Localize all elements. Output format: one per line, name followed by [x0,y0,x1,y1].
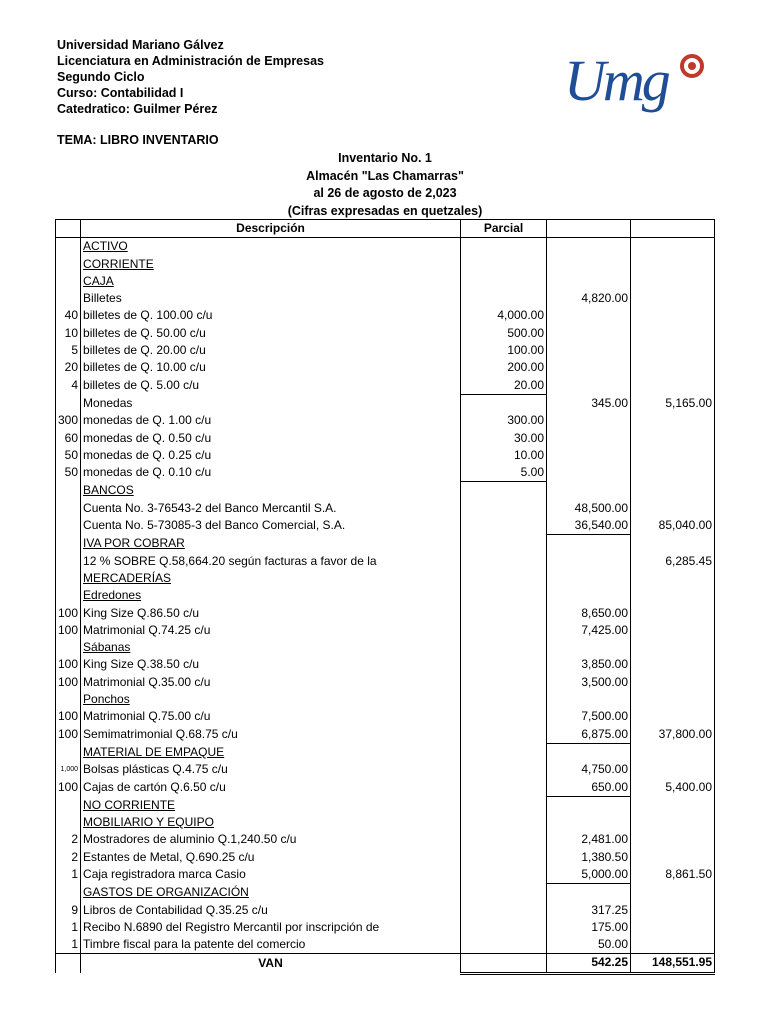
row-subtotal: 4,820.00 [547,290,631,307]
row-parcial [461,482,547,500]
column-subtotal-header [547,220,631,238]
row-description: Sábanas [81,639,461,656]
row-parcial [461,570,547,587]
row-total: 5,165.00 [631,394,715,412]
row-subtotal [547,447,631,464]
row-parcial [461,238,547,256]
row-subtotal [547,482,631,500]
row-total [631,849,715,866]
row-total [631,831,715,848]
row-description: Cuenta No. 3-76543-2 del Banco Mercantil S.A. [81,500,461,517]
row-total [631,587,715,604]
row-description: Mostradores de aluminio Q.1,240.50 c/u [81,831,461,848]
row-quantity: 100 [56,622,81,639]
row-description: Ponchos [81,691,461,708]
table-row [56,535,715,553]
row-subtotal: 317.25 [547,902,631,919]
row-subtotal: 3,850.00 [547,656,631,673]
row-parcial [461,936,547,954]
row-subtotal [547,359,631,376]
row-description: IVA POR COBRAR [81,535,461,553]
row-quantity: 20 [56,359,81,376]
van-parcial [461,954,547,973]
row-parcial: 30.00 [461,430,547,447]
row-description: Bolsas plásticas Q.4.75 c/u [81,761,461,778]
row-parcial: 300.00 [461,412,547,429]
row-total [631,761,715,778]
row-parcial [461,674,547,691]
row-parcial: 200.00 [461,359,547,376]
table-row [56,570,715,587]
row-quantity [56,500,81,517]
row-quantity: 1 [56,866,81,884]
row-description: Semimatrimonial Q.68.75 c/u [81,726,461,744]
row-description: Cajas de cartón Q.6.50 c/u [81,779,461,797]
column-parcial-header: Parcial [461,220,547,238]
row-quantity [56,570,81,587]
row-parcial: 4,000.00 [461,307,547,324]
row-subtotal [547,377,631,395]
row-subtotal [547,430,631,447]
row-quantity [56,273,81,290]
row-parcial [461,849,547,866]
inventory-table-body [56,238,715,973]
table-row [56,273,715,290]
table-row [56,919,715,936]
row-quantity: 50 [56,447,81,464]
van-label: VAN [81,954,461,973]
row-total: 5,400.00 [631,779,715,797]
column-quantity-header [56,220,81,238]
header-university: Universidad Mariano Gálvez [57,38,224,52]
row-quantity: 1 [56,936,81,954]
row-quantity: 100 [56,656,81,673]
table-row [56,482,715,500]
row-description: Matrimonial Q.75.00 c/u [81,708,461,725]
row-quantity: 100 [56,779,81,797]
row-total [631,622,715,639]
row-quantity [56,256,81,273]
table-row [56,936,715,954]
row-quantity: 100 [56,708,81,725]
row-subtotal: 345.00 [547,394,631,412]
row-parcial [461,656,547,673]
row-parcial [461,902,547,919]
row-parcial [461,831,547,848]
row-total [631,342,715,359]
column-total-header [631,220,715,238]
row-total [631,796,715,814]
row-quantity [56,743,81,761]
inventory-titles [200,150,570,220]
row-description: NO CORRIENTE [81,796,461,814]
row-description: monedas de Q. 0.25 c/u [81,447,461,464]
row-quantity [56,482,81,500]
row-description: King Size Q.38.50 c/u [81,656,461,673]
row-total [631,307,715,324]
row-description: billetes de Q. 10.00 c/u [81,359,461,376]
table-row [56,394,715,412]
row-total [631,639,715,656]
topic-title: TEMA: LIBRO INVENTARIO [57,133,219,147]
row-total [631,919,715,936]
row-total [631,500,715,517]
row-total [631,743,715,761]
table-row [56,726,715,744]
row-quantity: 4 [56,377,81,395]
row-total: 37,800.00 [631,726,715,744]
row-subtotal [547,342,631,359]
row-description: Caja registradora marca Casio [81,866,461,884]
row-quantity: 60 [56,430,81,447]
row-subtotal [547,814,631,831]
row-subtotal [547,238,631,256]
table-row [56,761,715,778]
row-total: 8,861.50 [631,866,715,884]
header-program: Licenciatura en Administración de Empresas [57,54,324,68]
row-description: billetes de Q. 50.00 c/u [81,325,461,342]
row-quantity: 2 [56,849,81,866]
table-row [56,849,715,866]
row-description: MOBILIARIO Y EQUIPO [81,814,461,831]
row-quantity [56,691,81,708]
table-row [56,866,715,884]
row-description: Matrimonial Q.74.25 c/u [81,622,461,639]
row-parcial: 5.00 [461,464,547,482]
row-quantity [56,290,81,307]
inventory-number: Inventario No. 1 [338,151,432,165]
row-quantity: 100 [56,726,81,744]
umg-logo [560,42,710,114]
van-total-row [56,954,715,973]
row-description: CORRIENTE [81,256,461,273]
row-parcial [461,535,547,553]
row-parcial [461,884,547,902]
row-description: Libros de Contabilidad Q.35.25 c/u [81,902,461,919]
row-subtotal [547,743,631,761]
row-total [631,464,715,482]
row-subtotal: 2,481.00 [547,831,631,848]
row-subtotal: 48,500.00 [547,500,631,517]
row-quantity: 5 [56,342,81,359]
row-total [631,256,715,273]
table-row [56,377,715,395]
row-subtotal: 50.00 [547,936,631,954]
row-subtotal [547,587,631,604]
row-quantity: 2 [56,831,81,848]
row-quantity: 1 [56,919,81,936]
row-subtotal [547,412,631,429]
row-description: Cuenta No. 5-73085-3 del Banco Comercial, S.A. [81,517,461,535]
row-subtotal: 7,425.00 [547,622,631,639]
row-parcial [461,761,547,778]
row-description: BANCOS [81,482,461,500]
table-row [56,430,715,447]
row-description: ACTIVO [81,238,461,256]
row-parcial [461,726,547,744]
table-row [56,708,715,725]
row-subtotal: 3,500.00 [547,674,631,691]
row-subtotal [547,796,631,814]
row-parcial [461,587,547,604]
row-parcial [461,866,547,884]
row-description: CAJA [81,273,461,290]
table-row [56,307,715,324]
row-description: Billetes [81,290,461,307]
table-row [56,464,715,482]
row-total [631,884,715,902]
row-subtotal [547,273,631,290]
row-total [631,902,715,919]
row-description: billetes de Q. 100.00 c/u [81,307,461,324]
row-subtotal [547,535,631,553]
row-subtotal: 8,650.00 [547,605,631,622]
table-row [56,359,715,376]
row-total [631,359,715,376]
row-parcial [461,691,547,708]
table-row [56,517,715,535]
row-description: monedas de Q. 0.10 c/u [81,464,461,482]
row-total [631,290,715,307]
row-total: 85,040.00 [631,517,715,535]
header-professor: Catedratico: Guilmer Pérez [57,102,218,116]
row-description: Monedas [81,394,461,412]
row-description: Recibo N.6890 del Registro Mercantil por inscripción de [81,919,461,936]
row-subtotal: 175.00 [547,919,631,936]
currency-note: (Cifras expresadas en quetzales) [287,203,483,218]
row-quantity: 100 [56,605,81,622]
row-total [631,656,715,673]
table-row [56,902,715,919]
row-quantity [56,796,81,814]
row-subtotal: 36,540.00 [547,517,631,535]
row-description: Timbre fiscal para la patente del comercio [81,936,461,954]
row-subtotal [547,325,631,342]
row-total [631,535,715,553]
row-parcial: 500.00 [461,325,547,342]
row-parcial [461,919,547,936]
table-row [56,500,715,517]
row-total [631,412,715,429]
row-parcial [461,622,547,639]
row-total [631,430,715,447]
row-quantity: 50 [56,464,81,482]
row-parcial [461,708,547,725]
table-row [56,691,715,708]
row-total [631,325,715,342]
row-quantity [56,238,81,256]
row-parcial [461,743,547,761]
row-parcial [461,394,547,412]
row-total: 6,285.45 [631,553,715,570]
table-row [56,290,715,307]
table-row [56,605,715,622]
row-description: Estantes de Metal, Q.690.25 c/u [81,849,461,866]
row-description: monedas de Q. 1.00 c/u [81,412,461,429]
row-subtotal [547,464,631,482]
table-row [56,587,715,604]
van-subtotal: 542.25 [547,954,631,973]
row-parcial [461,639,547,656]
row-description: 12 % SOBRE Q.58,664.20 según facturas a favor de la [81,553,461,570]
table-row [56,639,715,656]
row-subtotal [547,256,631,273]
row-quantity: 1,000 [56,761,81,778]
table-row [56,622,715,639]
table-row [56,779,715,797]
inventory-table [55,219,715,975]
row-quantity: 300 [56,412,81,429]
row-quantity [56,394,81,412]
table-row [56,447,715,464]
row-quantity [56,517,81,535]
row-total [631,482,715,500]
row-total [631,674,715,691]
table-row [56,256,715,273]
row-parcial [461,273,547,290]
table-row [56,656,715,673]
table-row [56,342,715,359]
row-description: MERCADERÍAS [81,570,461,587]
row-total [631,708,715,725]
row-parcial [461,500,547,517]
row-subtotal [547,570,631,587]
row-parcial: 10.00 [461,447,547,464]
header-course: Curso: Contabilidad I [57,86,184,100]
row-subtotal: 5,000.00 [547,866,631,884]
row-total [631,691,715,708]
row-subtotal: 4,750.00 [547,761,631,778]
row-total [631,238,715,256]
row-description: monedas de Q. 0.50 c/u [81,430,461,447]
row-parcial [461,814,547,831]
header-cycle: Segundo Ciclo [57,70,145,84]
row-subtotal [547,639,631,656]
inventory-date: al 26 de agosto de 2,023 [313,186,457,200]
table-row [56,325,715,342]
row-description: billetes de Q. 20.00 c/u [81,342,461,359]
row-quantity: 10 [56,325,81,342]
table-row [56,674,715,691]
row-parcial [461,256,547,273]
table-row [56,796,715,814]
column-description-header: Descripción [81,220,461,238]
row-subtotal: 650.00 [547,779,631,797]
row-total [631,605,715,622]
table-row [56,553,715,570]
van-total: 148,551.95 [631,954,715,973]
row-subtotal [547,553,631,570]
row-quantity [56,884,81,902]
row-parcial [461,517,547,535]
table-row [56,831,715,848]
row-quantity: 100 [56,674,81,691]
table-header-row [56,220,715,238]
row-total [631,447,715,464]
row-total [631,377,715,395]
row-total [631,570,715,587]
van-quantity [56,954,81,973]
row-subtotal [547,884,631,902]
row-subtotal [547,307,631,324]
store-name: Almacén "Las Chamarras" [306,168,464,183]
row-quantity [56,553,81,570]
row-total [631,814,715,831]
table-row [56,412,715,429]
row-description: billetes de Q. 5.00 c/u [81,377,461,395]
row-subtotal: 6,875.00 [547,726,631,744]
row-description: GASTOS DE ORGANIZACIÓN [81,884,461,902]
row-quantity [56,639,81,656]
row-total [631,273,715,290]
row-total [631,936,715,954]
row-parcial: 100.00 [461,342,547,359]
row-description: Matrimonial Q.35.00 c/u [81,674,461,691]
table-row [56,814,715,831]
row-description: Edredones [81,587,461,604]
row-quantity [56,535,81,553]
row-subtotal [547,691,631,708]
row-quantity: 40 [56,307,81,324]
umg-logo-text: Umg [564,48,668,113]
row-subtotal: 1,380.50 [547,849,631,866]
row-quantity [56,814,81,831]
table-row [56,884,715,902]
row-quantity: 9 [56,902,81,919]
row-parcial [461,553,547,570]
row-description: MATERIAL DE EMPAQUE [81,743,461,761]
row-parcial: 20.00 [461,377,547,395]
table-row [56,238,715,256]
row-subtotal: 7,500.00 [547,708,631,725]
institution-header [57,37,324,117]
row-quantity [56,587,81,604]
row-parcial [461,796,547,814]
row-description: King Size Q.86.50 c/u [81,605,461,622]
row-parcial [461,290,547,307]
row-parcial [461,605,547,622]
row-parcial [461,779,547,797]
table-row [56,743,715,761]
